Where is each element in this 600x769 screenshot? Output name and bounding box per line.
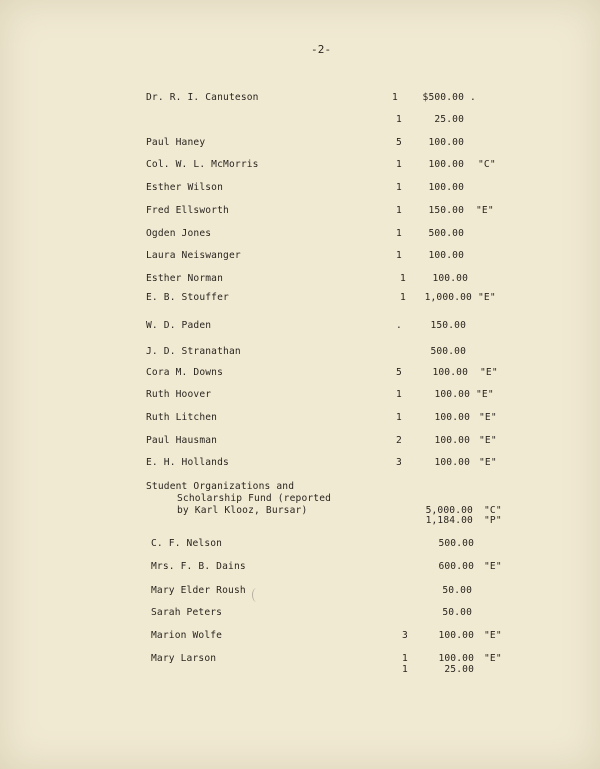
contribution-amount: 100.00 <box>432 367 468 378</box>
contribution-amount: 500.00 <box>428 228 464 239</box>
contribution-count: 1 <box>396 228 402 239</box>
contribution-amount: 150.00 <box>430 320 466 331</box>
contribution-code: "C" <box>484 505 502 516</box>
contribution-count: 5 <box>396 137 402 148</box>
contributor-name: J. D. Stranathan <box>146 346 241 357</box>
contributor-name: C. F. Nelson <box>151 538 223 549</box>
contributor-name: Mary Larson <box>151 653 217 664</box>
contributor-name: by Karl Klooz, Bursar) <box>177 505 308 516</box>
contributor-name: Esther Wilson <box>146 182 224 193</box>
contribution-amount: $500.00 <box>422 92 464 103</box>
contribution-code: "E" <box>476 205 494 216</box>
contribution-code: . <box>470 92 476 103</box>
contributor-name: E. H. Hollands <box>146 457 229 468</box>
contribution-amount: 1,000.00 <box>424 292 472 303</box>
contribution-count: . <box>396 320 402 331</box>
contribution-code: "P" <box>484 515 502 526</box>
contributor-name: Fred Ellsworth <box>146 205 229 216</box>
contributor-name: Ruth Litchen <box>146 412 218 423</box>
contribution-count: 1 <box>396 250 402 261</box>
contribution-code: "E" <box>484 630 502 641</box>
contribution-amount: 100.00 <box>432 273 468 284</box>
contribution-amount: 100.00 <box>438 653 474 664</box>
contribution-code: "E" <box>479 435 497 446</box>
contribution-count: 1 <box>396 114 402 125</box>
contribution-amount: 150.00 <box>428 205 464 216</box>
contribution-amount: 600.00 <box>438 561 474 572</box>
contribution-amount: 100.00 <box>428 137 464 148</box>
contributor-name: Scholarship Fund (reported <box>177 493 332 504</box>
contributor-name: Mrs. F. B. Dains <box>151 561 246 572</box>
contribution-amount: 25.00 <box>434 114 464 125</box>
contributor-name: Laura Neiswanger <box>146 250 241 261</box>
contributor-name: Marion Wolfe <box>151 630 223 641</box>
contributor-name: Mary Elder Roush <box>151 585 246 596</box>
page-number: -2- <box>311 43 332 56</box>
contribution-amount: 100.00 <box>434 457 470 468</box>
contributor-name: E. B. Stouffer <box>146 292 229 303</box>
contributor-name: Ogden Jones <box>146 228 212 239</box>
contribution-code: "E" <box>478 292 496 303</box>
contributor-name: Cora M. Downs <box>146 367 224 378</box>
contribution-code: "E" <box>484 653 502 664</box>
contributor-name: Esther Norman <box>146 273 224 284</box>
contributor-name: Ruth Hoover <box>146 389 212 400</box>
contribution-count: 3 <box>402 630 408 641</box>
contribution-count: 1 <box>392 92 398 103</box>
contributor-name: Paul Hausman <box>146 435 218 446</box>
contributor-name: Paul Haney <box>146 137 206 148</box>
contribution-count: 1 <box>396 412 402 423</box>
contribution-amount: 100.00 <box>438 630 474 641</box>
contribution-amount: 5,000.00 <box>425 505 473 516</box>
contribution-count: 1 <box>400 273 406 284</box>
contribution-count: 1 <box>396 389 402 400</box>
contribution-amount: 50.00 <box>442 585 472 596</box>
contribution-code: "E" <box>476 389 494 400</box>
contribution-count: 1 <box>402 664 408 675</box>
contribution-amount: 25.00 <box>444 664 474 675</box>
contribution-count: 2 <box>396 435 402 446</box>
contribution-count: 1 <box>400 292 406 303</box>
contribution-code: "E" <box>479 457 497 468</box>
contribution-code: "E" <box>480 367 498 378</box>
contribution-amount: 100.00 <box>434 435 470 446</box>
contribution-amount: 100.00 <box>434 389 470 400</box>
contributor-name: Student Organizations and <box>146 481 295 492</box>
contribution-code: "E" <box>484 561 502 572</box>
contribution-amount: 500.00 <box>430 346 466 357</box>
contribution-count: 3 <box>396 457 402 468</box>
contribution-count: 5 <box>396 367 402 378</box>
contribution-code: "E" <box>479 412 497 423</box>
contribution-count: 1 <box>396 205 402 216</box>
contribution-amount: 50.00 <box>442 607 472 618</box>
contributor-name: Col. W. L. McMorris <box>146 159 259 170</box>
contribution-amount: 100.00 <box>428 159 464 170</box>
contribution-count: 1 <box>396 182 402 193</box>
contribution-amount: 1,184.00 <box>425 515 473 526</box>
contribution-amount: 100.00 <box>428 182 464 193</box>
contribution-count: 1 <box>396 159 402 170</box>
contribution-code: "C" <box>478 159 496 170</box>
pencil-mark <box>252 588 261 602</box>
contribution-amount: 500.00 <box>438 538 474 549</box>
contributor-name: W. D. Paden <box>146 320 212 331</box>
contribution-count: 1 <box>402 653 408 664</box>
contributor-name: Dr. R. I. Canuteson <box>146 92 259 103</box>
contribution-amount: 100.00 <box>434 412 470 423</box>
contribution-amount: 100.00 <box>428 250 464 261</box>
contributor-name: Sarah Peters <box>151 607 223 618</box>
